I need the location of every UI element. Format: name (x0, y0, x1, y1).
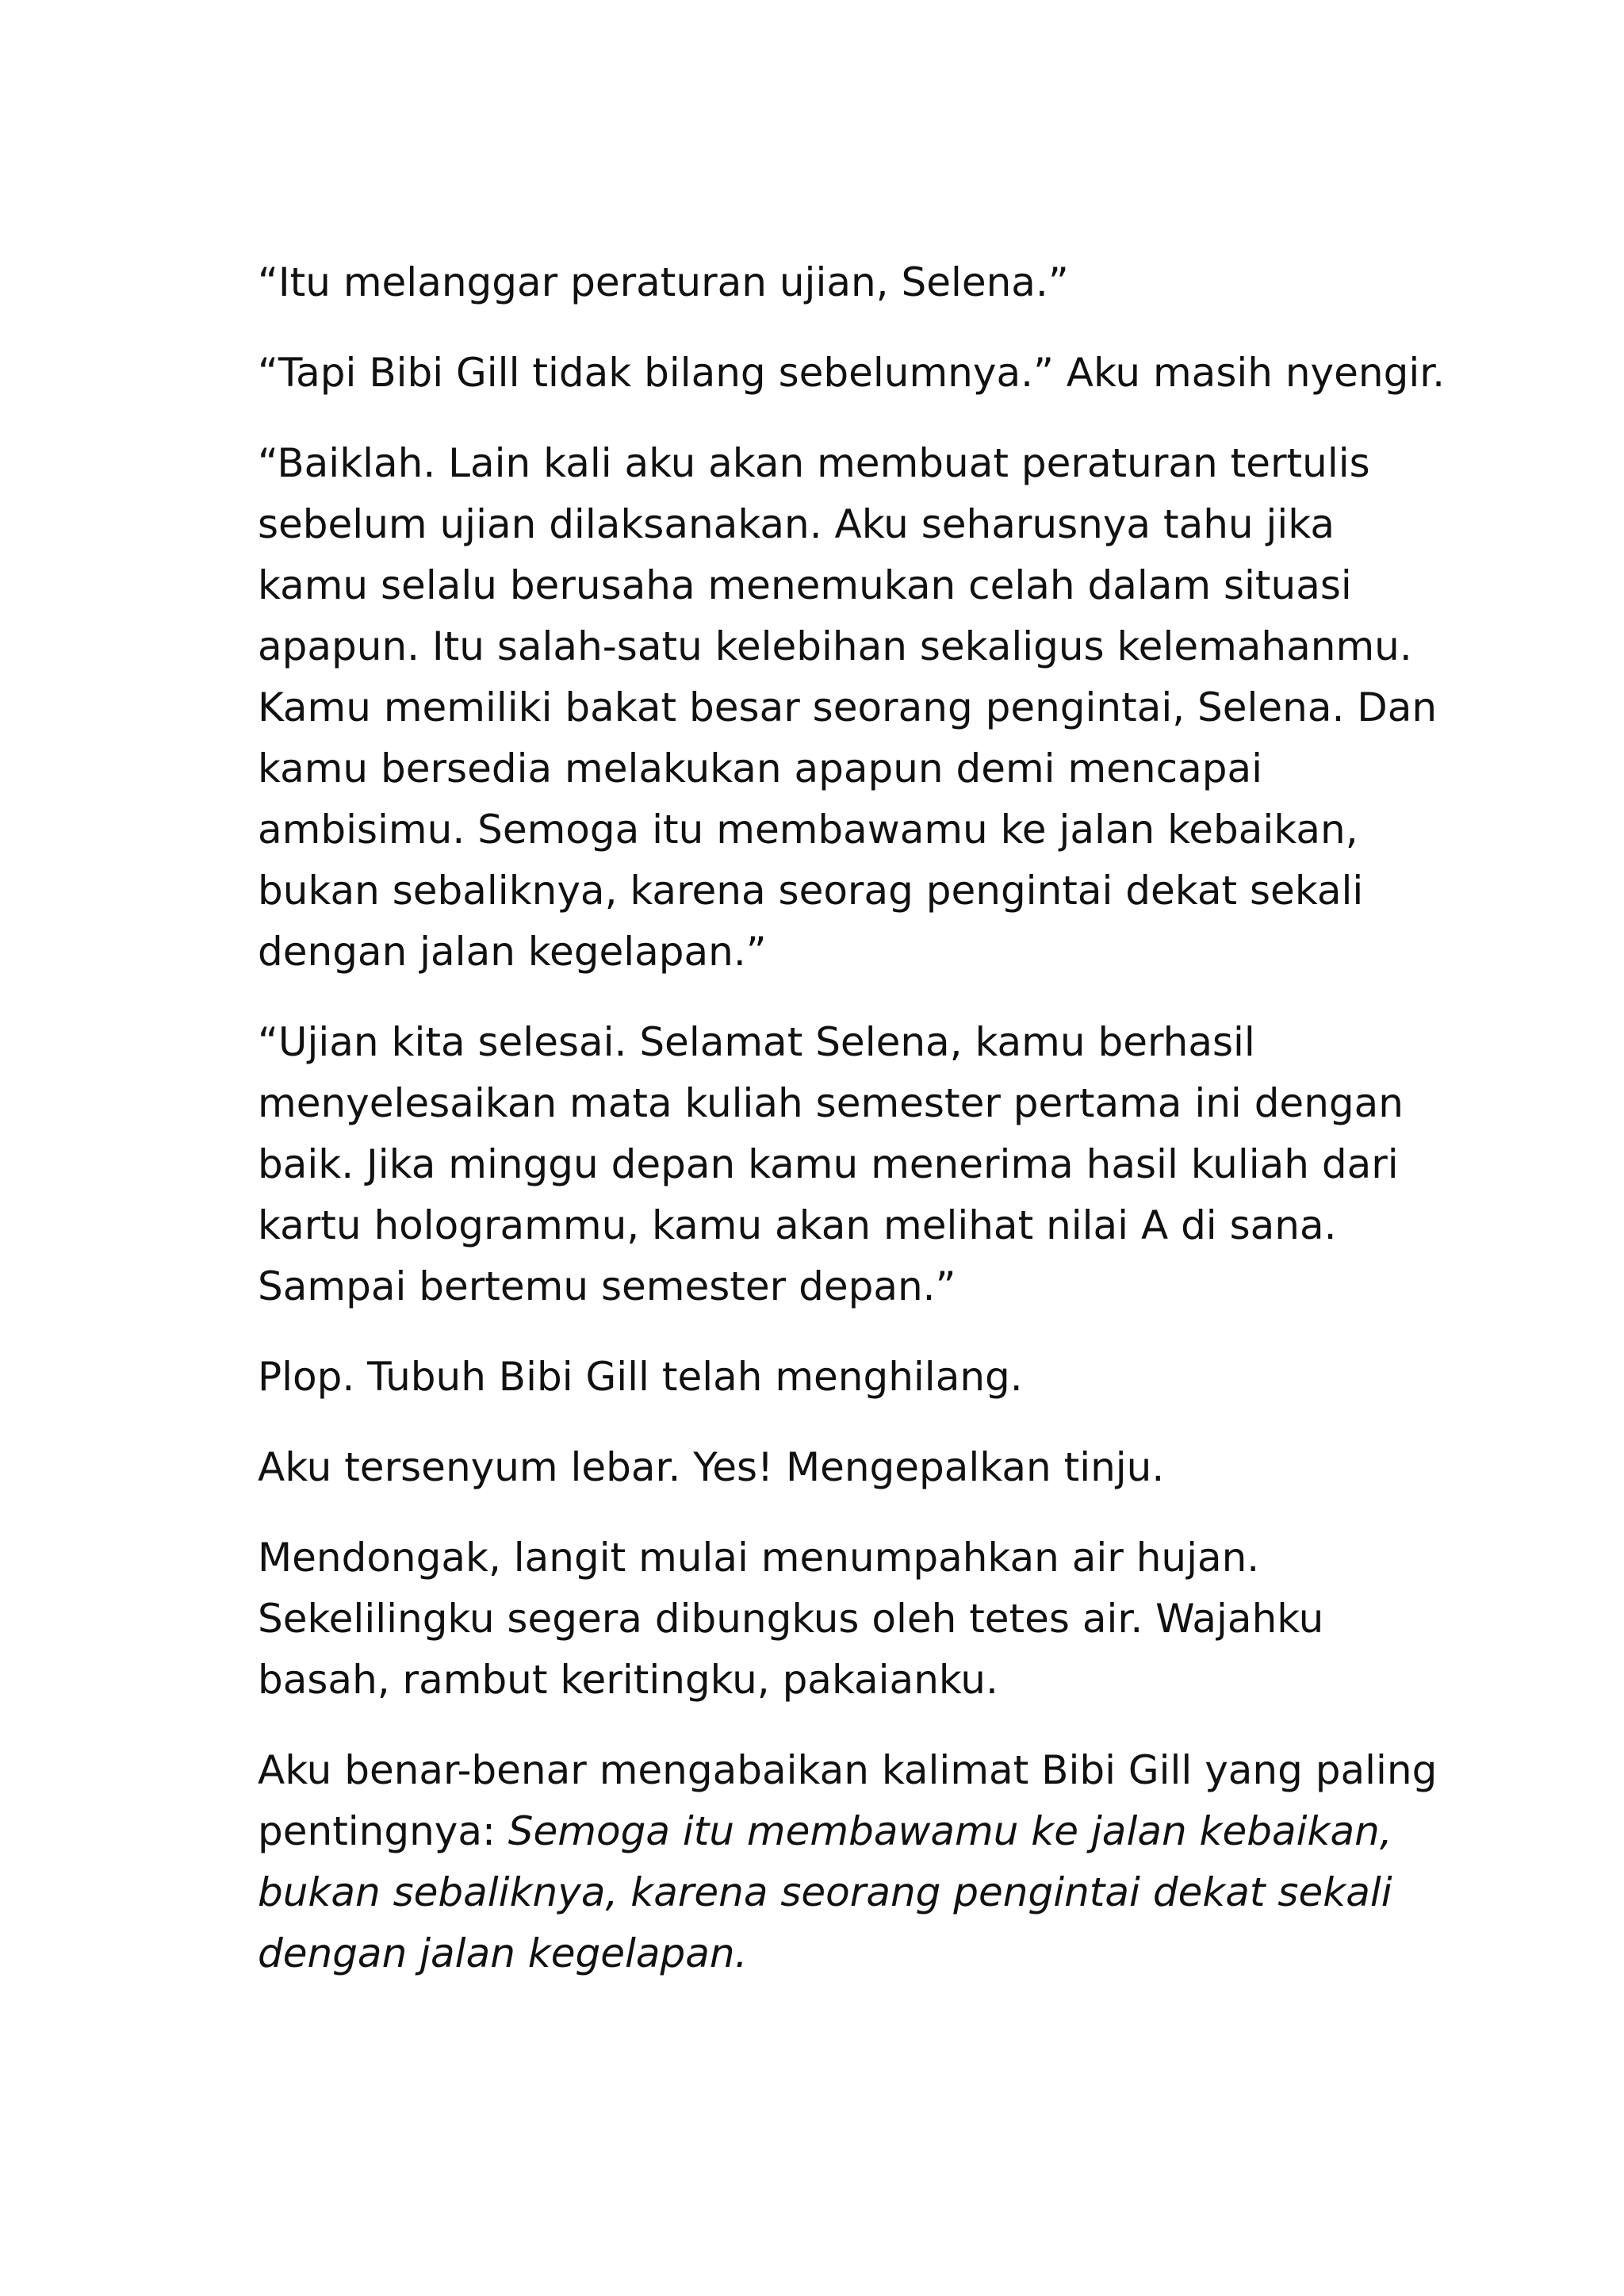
text-line: baik. Jika minggu depan kamu menerima hasil kuliah dari (258, 1141, 1399, 1187)
text-line: ambisimu. Semoga itu membawamu ke jalan kebaikan, (258, 807, 1358, 853)
text-line: “Ujian kita selesai. Selamat Selena, kamu berhasil (258, 1019, 1255, 1065)
paragraph-6 (258, 1437, 1384, 1498)
text-line: Mendongak, langit mulai menumpahkan air hujan. (258, 1535, 1260, 1581)
text-line: kamu bersedia melakukan apapun demi mencapai (258, 746, 1263, 792)
text-line: Kamu memiliki bakat besar seorang pengintai, Selena. Dan (258, 684, 1438, 730)
text-line: menyelesaikan mata kuliah semester pertama ini dengan (258, 1080, 1404, 1126)
text-line: apapun. Itu salah-satu kelebihan sekaligus kelemahanmu. (258, 623, 1412, 669)
text-line: Sekelilingku segera dibungkus oleh tetes air. Wajahku (258, 1596, 1324, 1642)
text-line: kartu hologrammu, kamu akan melihat nilai A di sana. (258, 1202, 1337, 1248)
text-line: bukan sebaliknya, karena seorag pengintai dekat sekali (258, 868, 1364, 914)
text-line: Aku benar-benar mengabaikan kalimat Bibi Gill yang paling (258, 1747, 1438, 1793)
text-line: Aku tersenyum lebar. Yes! Mengepalkan tinju. (258, 1444, 1165, 1490)
text-line: Sampai bertemu semester depan.” (258, 1263, 956, 1309)
paragraph-1 (258, 252, 1384, 313)
text-line: basah, rambut keritingku, pakaianku. (258, 1657, 998, 1703)
text-line: Plop. Tubuh Bibi Gill telah menghilang. (258, 1354, 1023, 1400)
paragraph-2 (258, 343, 1446, 404)
paragraph-5 (258, 1347, 1384, 1408)
text-plain: pentingnya: (258, 1808, 508, 1854)
text-italic-quote: Semoga itu membawamu ke jalan kebaikan, (508, 1808, 1392, 1854)
text-line: kamu selalu berusaha menemukan celah dalam situasi (258, 562, 1352, 608)
text-line: “Itu melanggar peraturan ujian, Selena.” (258, 259, 1069, 305)
text-italic-quote: bukan sebaliknya, karena seorang pengintai dekat sekali (258, 1869, 1392, 1915)
document-page (258, 252, 1446, 2014)
text-line: “Baiklah. Lain kali aku akan membuat peraturan tertulis (258, 440, 1370, 486)
text-italic-quote: dengan jalan kegelapan. (258, 1930, 748, 1976)
paragraph-7 (258, 1527, 1384, 1711)
text-line: sebelum ujian dilaksanakan. Aku seharusnya tahu jika (258, 501, 1335, 547)
paragraph-8 (258, 1740, 1438, 1984)
text-line: dengan jalan kegelapan.” (258, 929, 767, 975)
paragraph-3 (258, 433, 1438, 983)
paragraph-4 (258, 1012, 1404, 1317)
text-line: “Tapi Bibi Gill tidak bilang sebelumnya.” Aku masih nyengir. (258, 350, 1446, 396)
text-line-mixed (258, 1801, 1392, 1862)
